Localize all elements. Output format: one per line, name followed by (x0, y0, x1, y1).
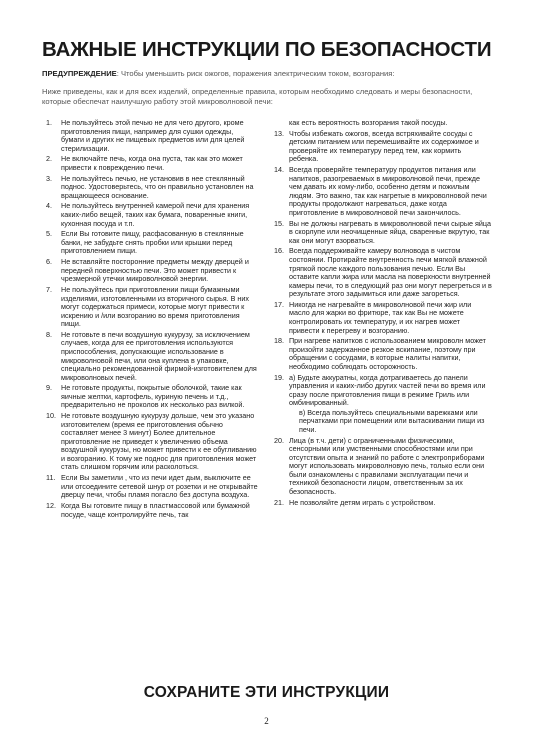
page-title: ВАЖНЫЕ ИНСТРУКЦИИ ПО БЕЗОПАСНОСТИ (42, 38, 492, 61)
intro-paragraph: Ниже приведены, как и для всех изделий, определенные правила, которым необходимо следовать и меры безопасности, которые обеспечат наилучшую работу этой микроволновой печи: (42, 87, 473, 106)
item-text: При нагреве напитков с использованием микроволн может произойти задержанное резкое вскипание, поэтому при обращении с сосудами, в которые налиты напитки, необходимо соблюдать осторожность. (289, 336, 486, 371)
item-text: Если Вы заметили , что из печи идет дым, выключите ее или отсоедините сетевой шнур от розетки и не открывайте дверцу печи, чтобы пламя погасло без доступа воздуха. (61, 473, 258, 500)
instruction-item (46, 258, 258, 284)
instruction-item (46, 384, 258, 410)
item-number: 13. (274, 128, 284, 138)
item-text: Если Вы готовите пищу, расфасованную в стеклянные банки, не забудьте снять пробки или крышки перед приготовлением пищи. (61, 229, 244, 256)
instruction-item (46, 412, 258, 472)
item-text: а) Будьте аккуратны, когда дотрагиваетесь до панели управления и каких-либо других частей печи во время или сразу после приготовления пищи в режиме Гриль или омбинированный. (289, 372, 486, 408)
instruction-item (274, 130, 492, 164)
item-text: Не пользуйтесь внутренней камерой печи для хранения каких-либо вещей, таких как бумага, поваренные книги, кухонная посуда и т.п. (61, 201, 250, 228)
item-text: Не готовьте продукты, покрытые оболочкой, такие как яичные желтки, картофель, куриную печень и т.д., предварительно не проколов их несколько раз вилкой. (61, 383, 245, 410)
item-text: Не вставляйте посторонние предметы между дверцей и передней поверхностью печи. Это может привести к чрезмерной утечки микроволновой энергии. (61, 257, 249, 284)
item-number: 9. (46, 383, 52, 393)
item-text: Не позволяйте детям играть с устройством. (289, 497, 436, 507)
instruction-item (274, 220, 492, 246)
instruction-item (46, 175, 258, 201)
item-text: Лица (в т.ч. дети) с ограниченными физическими, сенсорными или умственными способностями или при отсутствии опыта и знаний по работе с электроприборами могут использовать микроволновую печь, только если они были ознакомлены с правилами эксплуатации печи и техникой безопасности лицом, ответственным за их безопасность. (289, 435, 485, 496)
item-number: 16. (274, 246, 284, 256)
item-number: 4. (46, 201, 52, 211)
item-number: 7. (46, 284, 52, 294)
instruction-item (46, 202, 258, 228)
footer-heading: СОХРАНИТЕ ЭТИ ИНСТРУКЦИИ (143, 684, 390, 701)
instruction-item (46, 331, 258, 382)
instruction-item (46, 286, 258, 329)
item-number: 17. (274, 299, 284, 309)
item-number: 6. (46, 257, 52, 267)
item-text: Не готовьте воздушную кукурузу дольше, чем это указано изготовителем (время ее приготовления обычно составляет менее 3 минут) Более длительное приготовление не приведет к увеличению объема воздушной кукурузы, но может привести к ее обугливанию и возгоранию. К тому же поднос для приготовления может стать слишком горячим или расколоться. (61, 411, 257, 472)
instruction-item (46, 502, 258, 519)
instruction-item (274, 437, 492, 497)
item-number: 5. (46, 229, 52, 239)
item-number: 1. (46, 118, 52, 127)
item-text: Не готовьте в печи воздушную кукурузу, за исключением случаев, когда для ее приготовления используются приспособления, допускающие использование в микроволновой печи, или она куплена в упаковке, специально рекомендованной фирмой-изготовителем для микроволновых печей. (61, 329, 257, 382)
item-number: 12. (46, 501, 56, 511)
warning-label: ПРЕДУПРЕЖДЕНИЕ (42, 69, 117, 78)
item-text: Не пользуйтесь печью, не установив в нее стеклянный поднос. Удостоверьтесь, что он правильно установлен на вращающееся основание. (61, 173, 254, 200)
item-number: 14. (274, 165, 284, 175)
item-text: Всегда проверяйте температуру продуктов питания или напитков, разогреваемых в микроволновой печи, прежде чем давать их кому-либо, особенно детям и пожилым людям. Это важно, так как нагретые в микроволновой печи продукты продолжают нагреваться, даже когда приготовление в микроволновой печи закончилось. (289, 165, 487, 217)
item-text: как есть вероятность возгорания такой посуды. (289, 118, 448, 127)
item-number: 3. (46, 173, 52, 183)
item-text: Не пользуйтесь при приготовлении пищи бумажными изделиями, изготовленными из вторичного сырья. В них могут содержаться примеси, которые могут привести к искрению и /или возгоранию во время приготовления пищи. (61, 284, 249, 329)
item-number: 18. (274, 336, 284, 346)
item-number: 15. (274, 218, 284, 228)
instruction-item (274, 337, 492, 371)
item-text: Чтобы избежать ожогов, всегда встряхивайте сосуды с детским питанием или перемешивайте их содержимое и проверяйте их температуру перед тем, как кормить ребенка. (289, 128, 479, 164)
instruction-item (274, 301, 492, 335)
instruction-item (274, 247, 492, 298)
item-number: 11. (46, 473, 56, 483)
instruction-item (274, 166, 492, 217)
right-column (274, 119, 492, 509)
item-text: Вы не должны нагревать в микроволновой печи сырые яйца в скорлупе или неочищенные яйца, сваренные вкрутую, так как они могут взорваться. (289, 218, 492, 245)
instruction-item (46, 119, 258, 153)
item-number: 8. (46, 329, 52, 339)
left-column (46, 119, 258, 521)
instruction-item (274, 499, 492, 508)
item-number: 2. (46, 154, 52, 164)
item-number: 20. (274, 435, 284, 445)
item-number: 10. (46, 411, 56, 421)
item-number: 21. (274, 497, 284, 507)
item-number: 19. (274, 372, 284, 382)
warning-paragraph (42, 69, 497, 79)
instruction-item (274, 374, 492, 435)
instruction-item (46, 230, 258, 256)
item-text: Когда Вы готовите пищу в пластмассовой или бумажной посуде, чаще контролируйте печь, так (61, 501, 250, 519)
warning-text: : Чтобы уменьшить риск ожогов, поражения электрическим током, возгорания: (116, 69, 395, 78)
item-text: Всегда поддерживайте камеру волновода в чистом состоянии. Протирайте внутренность печи мягкой влажной тряпкой после каждого пользования печью. Если Вы оставите капли жира или масла на поверхности внутренней камеры печи, то в следующий раз они могут перегреться и в результате этого задымиться или даже загореться. (289, 246, 492, 299)
item-text: Не включайте печь, когда она пуста, так как это может привести к повреждению печи. (61, 154, 243, 172)
item-text: Никогда не нагревайте в микроволновой печи жир или масло для жарки во фритюре, так как Вы не можете контролировать их температуру, и их нагрев может привести к перегреву и возгоранию. (289, 299, 472, 335)
instruction-item-continued (274, 119, 492, 128)
instruction-item (46, 155, 258, 172)
instruction-item (46, 474, 258, 500)
page-number: 2 (264, 716, 269, 726)
item-subtext: в) Всегда пользуйтесь специальными варежками или перчатками при помещении или вытаскивании пищи из печи. (299, 407, 485, 434)
item-text: Не пользуйтесь этой печью не для чего другого, кроме приготовления пищи, например для сушки одежды, бумаги и других не пищевых предметов или для целей стерилизации. (61, 118, 245, 153)
